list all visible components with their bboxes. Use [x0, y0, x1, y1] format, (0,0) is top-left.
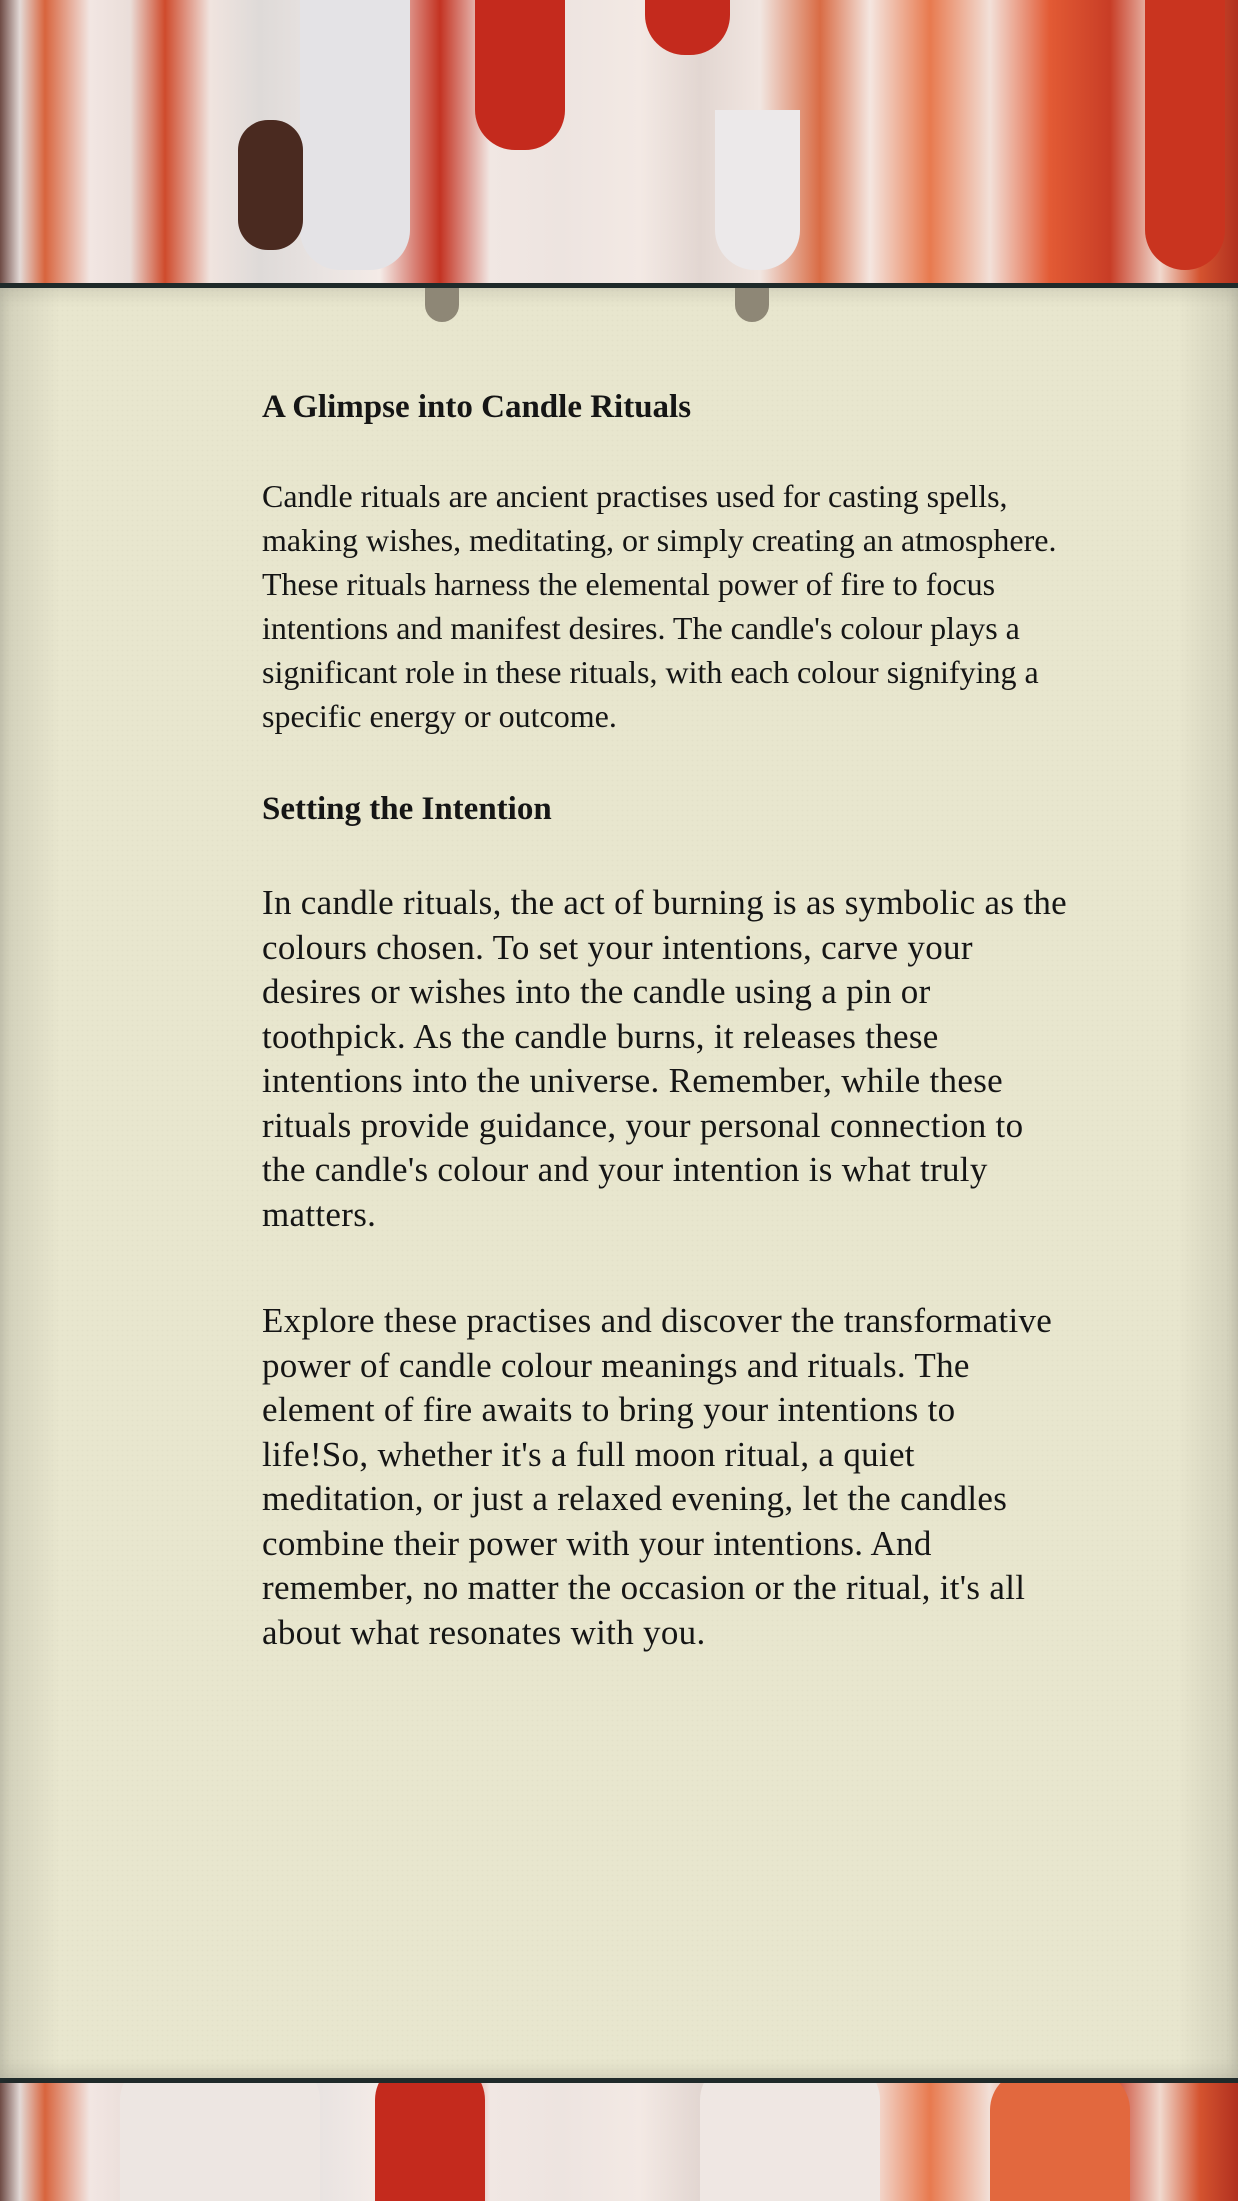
label-content — [262, 388, 1082, 1655]
label-left-shade — [0, 288, 60, 2078]
wax-drip-red — [645, 0, 730, 55]
label-right-shade — [1178, 288, 1238, 2078]
paragraph-rituals: Candle rituals are ancient practises used for casting spells, making wishes, meditating, or simply creating an atmosphere. These rituals harness the elemental power of fire to focus intentions and manifest desires. The candle's colour plays a significant role in these rituals, with each colour signifying a specific energy or outcome. — [262, 477, 1057, 734]
wax-drip-red — [475, 0, 565, 150]
wax-drip-white — [715, 110, 800, 270]
paragraph-explore: Explore these practises and discover the transformative power of candle colour meanings and rituals. The element of fire awaits to bring your intentions to life!So, whether it's a full moon ritual, a quiet meditation, or just a relaxed evening, let the candles combine their power with your intentions. And remember, no matter the occasion or the ritual, it's all about what resonates with you. — [262, 1301, 1053, 1652]
section-heading-intention: Setting the Intention — [262, 790, 552, 827]
candle-label — [0, 283, 1238, 2083]
wax-drip-red — [1145, 0, 1225, 270]
wax-drip-white — [300, 0, 410, 270]
wax-drip-dark — [238, 120, 303, 250]
paragraph-intention: In candle rituals, the act of burning is as symbolic as the colours chosen. To set your intentions, carve your desires or wishes into the candle using a pin or toothpick. As the candle burns, it releases these intentions into the universe. Remember, while these rituals provide guidance, your personal connection to the candle's colour and your intention is what truly matters. — [262, 883, 1067, 1234]
wax-drip-orange-bottom — [990, 2070, 1130, 2201]
label-notch — [735, 288, 769, 322]
section-heading-rituals: A Glimpse into Candle Rituals — [262, 389, 692, 425]
label-notch — [425, 288, 459, 322]
